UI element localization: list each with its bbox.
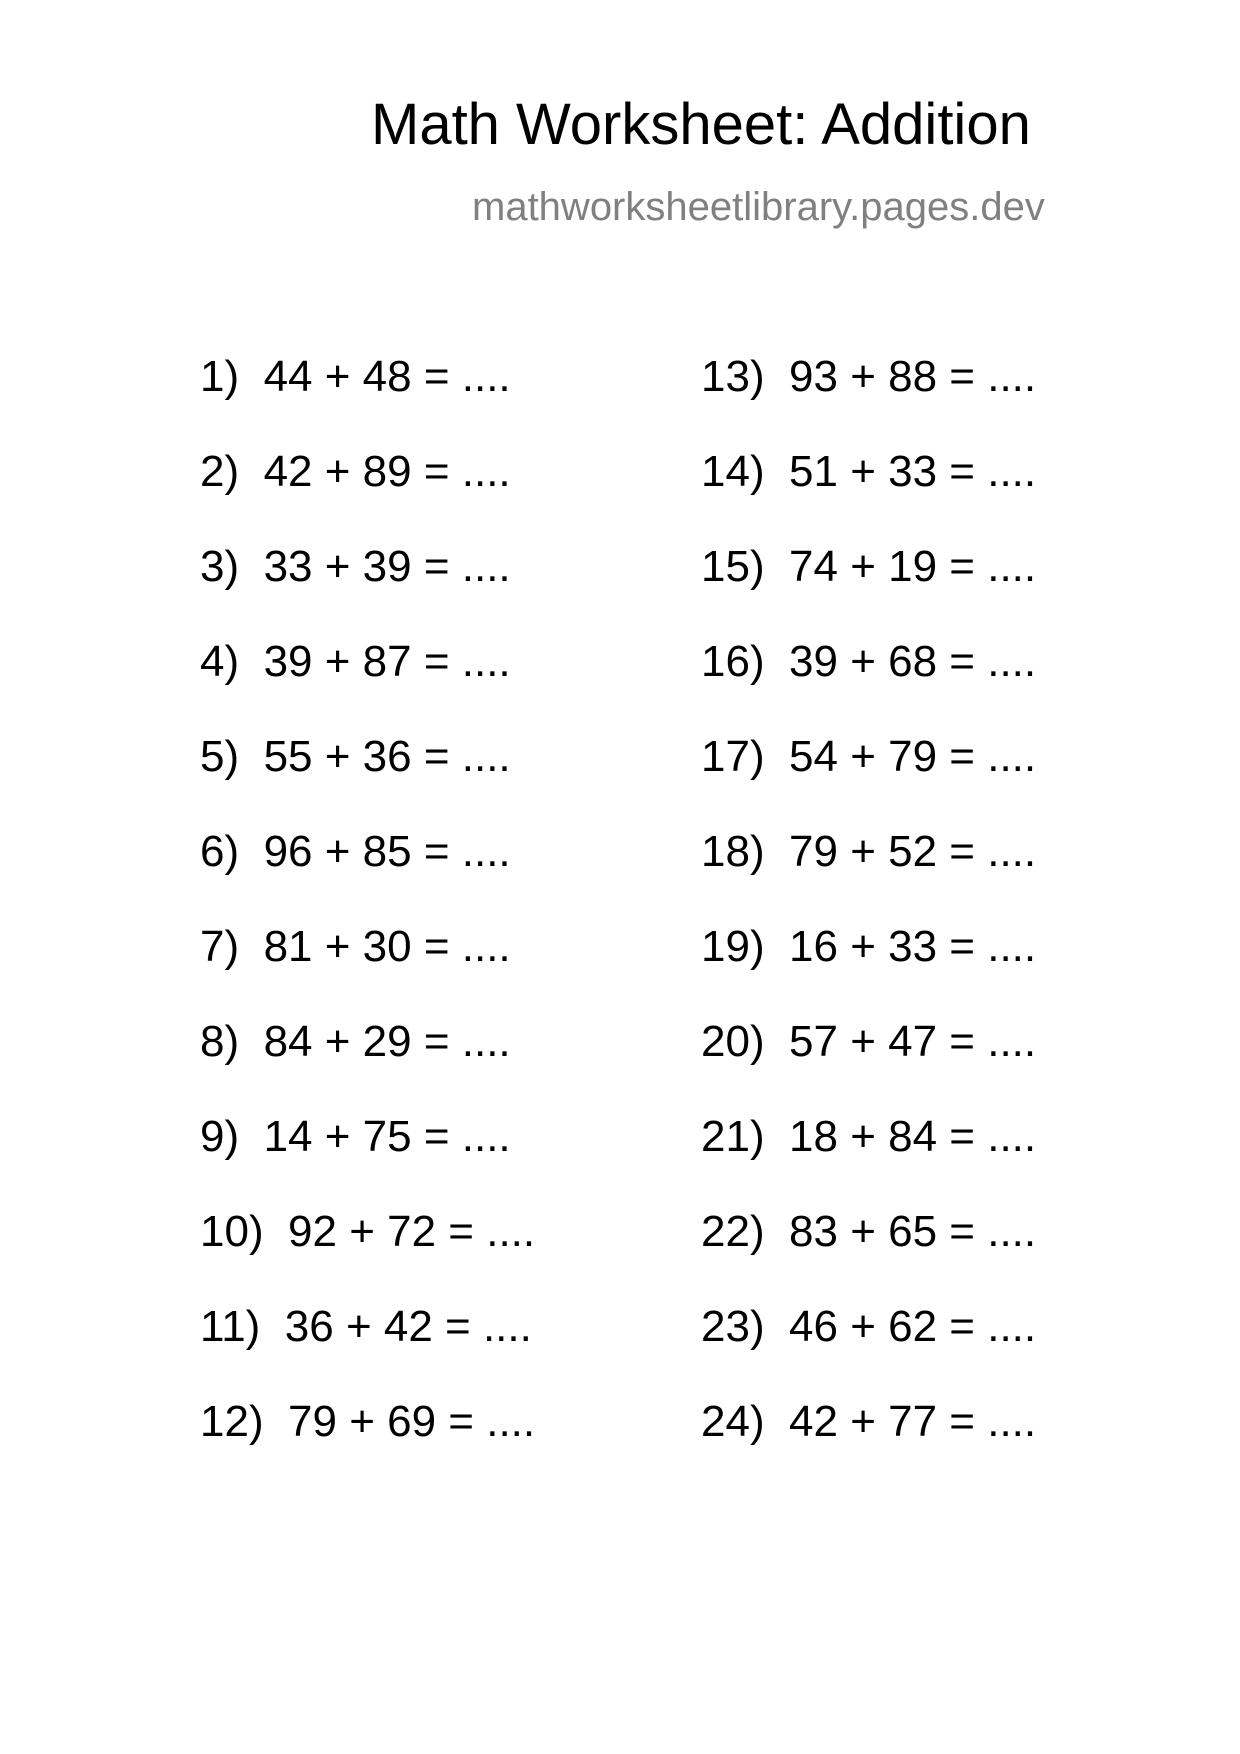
problem-item: 5) 55 + 36 = ....	[200, 732, 511, 781]
problem-item: 12) 79 + 69 = ....	[200, 1397, 536, 1446]
problem-list-right	[701, 352, 1037, 1495]
problem-item: 22) 83 + 65 = ....	[701, 1207, 1037, 1256]
problem-item: 19) 16 + 33 = ....	[701, 922, 1037, 971]
problem-item: 13) 93 + 88 = ....	[701, 352, 1037, 401]
problem-item: 4) 39 + 87 = ....	[200, 637, 511, 686]
problem-item: 20) 57 + 47 = ....	[701, 1017, 1037, 1066]
problem-list-left	[200, 352, 536, 1495]
problem-item: 8) 84 + 29 = ....	[200, 1017, 511, 1066]
problem-item: 9) 14 + 75 = ....	[200, 1112, 511, 1161]
problem-item: 11) 36 + 42 = ....	[200, 1302, 532, 1351]
page-title: Math Worksheet: Addition	[371, 92, 1031, 157]
problem-item: 16) 39 + 68 = ....	[701, 637, 1037, 686]
problem-item: 3) 33 + 39 = ....	[200, 542, 511, 591]
problem-item: 15) 74 + 19 = ....	[701, 542, 1037, 591]
problem-item: 10) 92 + 72 = ....	[200, 1207, 536, 1256]
problem-item: 18) 79 + 52 = ....	[701, 827, 1037, 876]
problem-item: 6) 96 + 85 = ....	[200, 827, 511, 876]
problem-item: 14) 51 + 33 = ....	[701, 447, 1037, 496]
problem-item: 2) 42 + 89 = ....	[200, 447, 511, 496]
source-url: mathworksheetlibrary.pages.dev	[472, 185, 1045, 229]
problem-item: 1) 44 + 48 = ....	[200, 352, 511, 401]
problem-item: 23) 46 + 62 = ....	[701, 1302, 1037, 1351]
problem-item: 17) 54 + 79 = ....	[701, 732, 1037, 781]
problem-item: 24) 42 + 77 = ....	[701, 1397, 1037, 1446]
problem-item: 7) 81 + 30 = ....	[200, 922, 511, 971]
problem-item: 21) 18 + 84 = ....	[701, 1112, 1037, 1161]
